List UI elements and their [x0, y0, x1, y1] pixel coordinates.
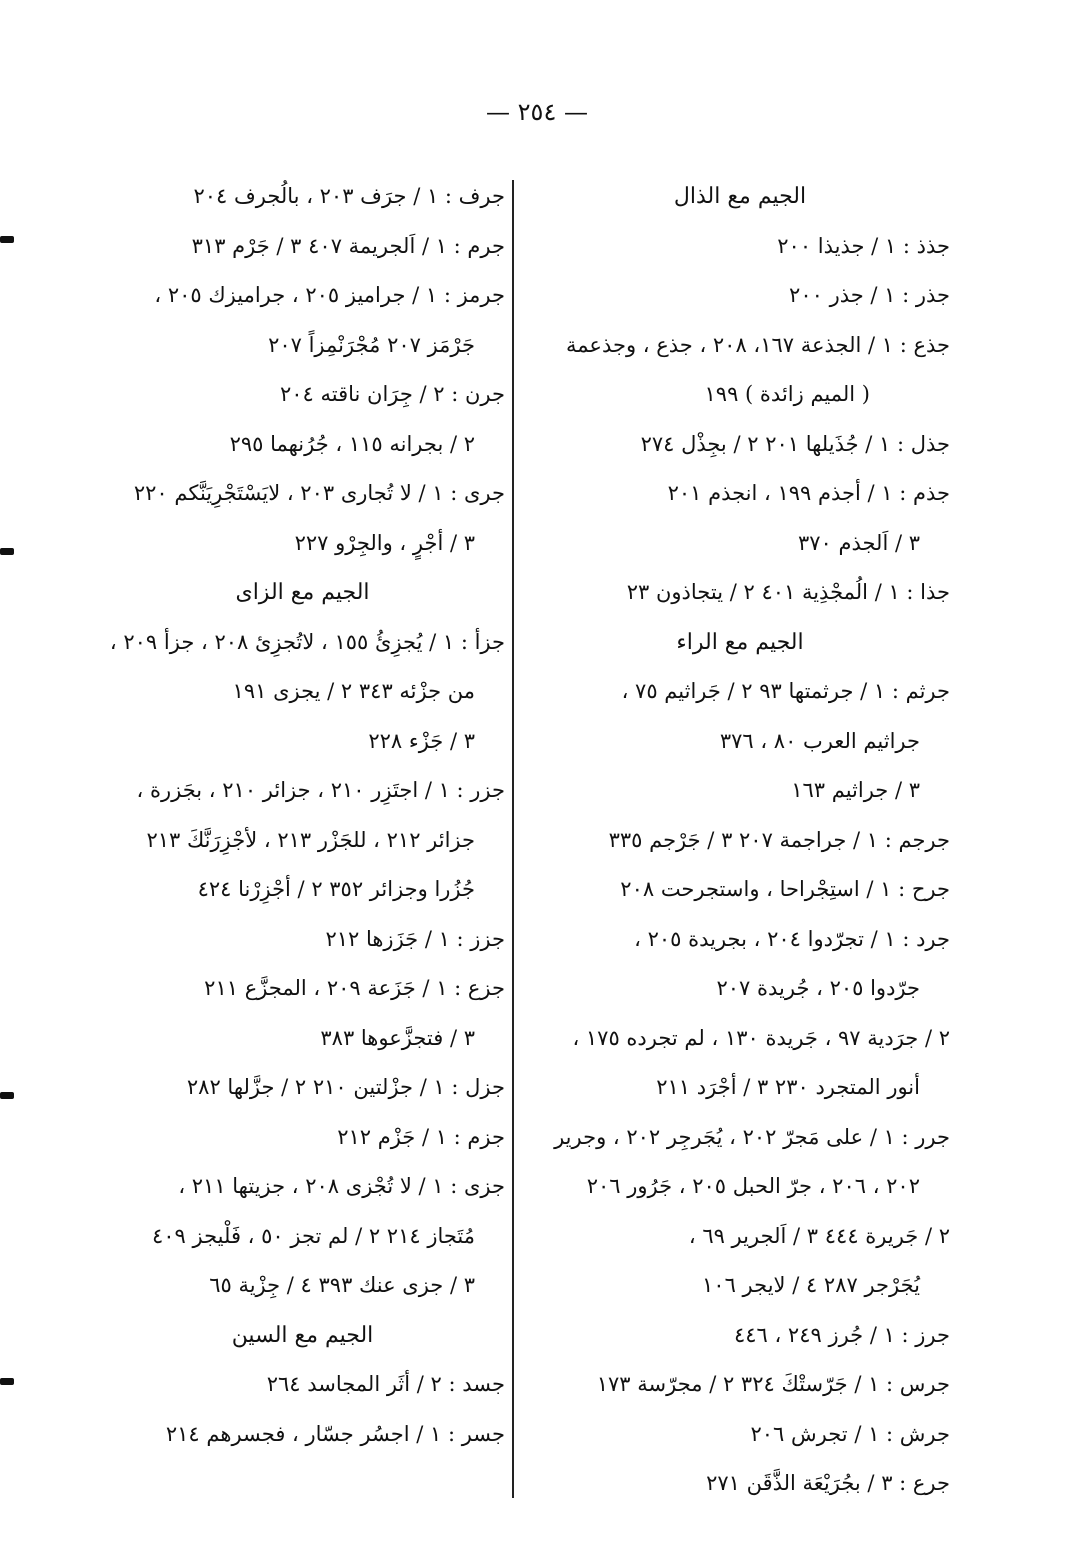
index-entry: جرم : ١ / اَلجريمة ٤٠٧ ٣ / جَرْم ٣١٣ — [191, 233, 505, 258]
index-entry: ٣ / فتجزَّعوها ٣٨٣ — [320, 1025, 475, 1050]
index-entry: جرس : ١ / جَرّستْكَ ٣٢٤ ٢ / مجرّسة ١٧٣ — [596, 1372, 950, 1396]
margin-mark — [0, 1378, 14, 1385]
index-entry: جزائر ٢١٢ ، للجَزْر ٢١٣ ، لأجْزِرَنَّكَ ٢١٣ — [146, 827, 475, 852]
index-entry: جرن : ٢ / جِرَان ناقته ٢٠٤ — [279, 382, 505, 406]
index-entry: جرثم : ١ / جرثمتها ٩٣ ٢ / جَراثيم ٧٥ ، — [621, 679, 950, 703]
index-entry: ٣ / جزى عنك ٣٩٣ ٤ / جِزْية ٦٥ — [209, 1273, 475, 1297]
index-entry: جذر : ١ / جذر ٢٠٠ — [789, 283, 950, 307]
section-heading: الجيم مع السين — [231, 1322, 374, 1348]
index-entry: جرح : ١ / استِجْراحا ، واستجرحت ٢٠٨ — [620, 877, 950, 901]
index-entry: جذا : ١ / الُمجْذِية ٤٠١ ٢ / يتجاذون ٢٣ — [626, 580, 950, 604]
index-entry: جرد : ١ / تجرّدوا ٢٠٤ ، بجريدة ٢٠٥ ، — [634, 926, 950, 951]
index-entry: جزى : ١ / لا تُجْزى ٢٠٨ ، جزيتها ٢١١ ، — [178, 1174, 505, 1198]
page-number: — ٢٥٤ — — [486, 98, 588, 126]
index-entry: ٢٠٢ ، ٢٠٦ ، جرّ الحبل ٢٠٥ ، جَرُور ٢٠٦ — [586, 1174, 920, 1198]
index-entry: جراثيم العرب ٨٠ ، ٣٧٦ — [719, 728, 920, 753]
index-entry: جزم : ١ / جَزْم ٢١٢ — [337, 1124, 505, 1149]
index-entry: جرّدوا ٢٠٥ ، جُريدة ٢٠٧ — [716, 976, 920, 1000]
index-entry: جرجم : ١ / جراجمة ٢٠٧ ٣ / جَرْجم ٣٣٥ — [608, 827, 950, 852]
index-entry: جرف : ١ / جرَف ٢٠٣ ، بالُجرف ٢٠٤ — [193, 184, 505, 208]
index-entry: ٣ / اَلجذم ٣٧٠ — [797, 530, 920, 555]
index-entry: جزل : ١ / جزْلتين ٢١٠ ٢ / جزَّلها ٢٨٢ — [186, 1075, 505, 1099]
index-entry: ٢ / جرَدية ٩٧ ، جَريدة ١٣٠ ، لم تجرده ١٧٥ ، — [572, 1025, 950, 1050]
index-entry: جذذ : ١ / جذيذا ٢٠٠ — [777, 233, 950, 258]
index-entry: جذل : ١ / جُذَيلها ٢٠١ ٢ / بجِذْل ٢٧٤ — [640, 431, 950, 456]
index-entry: جرى : ١ / لا تُجارى ٢٠٣ ، لايَسْتَجْرِيَنَّكم ٢٢٠ — [133, 481, 505, 505]
index-entry: يُجَرْجر ٢٨٧ ٤ / لايجر ١٠٦ — [702, 1273, 920, 1297]
section-heading: الجيم مع الزاى — [235, 580, 370, 605]
index-entry: ٢ / جَريرة ٤٤٤ ٣ / اَلجرير ٦٩ ، — [688, 1223, 950, 1248]
index-entry: جرر : ١ / على مَجرّ ٢٠٢ ، يُجَرجِر ٢٠٢ ، وجرير — [554, 1124, 950, 1149]
margin-mark — [0, 548, 14, 555]
index-entry: ٣ / جَزْء ٢٢٨ — [368, 728, 475, 753]
index-entry: جسر : ١ / اجسُر جسّار ، فجسرهم ٢١٤ — [165, 1421, 505, 1446]
right-column — [530, 172, 950, 1509]
section-heading: الجيم مع الذال — [673, 184, 807, 209]
index-entry: ٣ / أجْرٍ ، والجِرْو ٢٢٧ — [294, 530, 475, 555]
index-entry: جذم : ١ / أجذم ١٩٩ ، انجذم ٢٠١ — [667, 481, 950, 505]
index-entry: جُزُرا وجزائر ٣٥٢ ٢ / أجْزِرْنا ٤٢٤ — [197, 877, 475, 901]
section-heading: الجيم مع الراء — [676, 629, 804, 655]
index-entry: من جزْئه ٣٤٣ ٢ / يجزى ١٩١ — [232, 679, 475, 703]
index-entry: أنور المتجرد ٢٣٠ ٣ / أجْرَد ٢١١ — [656, 1075, 920, 1099]
index-entry: جزر : ١ / اجتَزِر ٢١٠ ، جزائر ٢١٠ ، بجَزرة ، — [136, 778, 505, 802]
index-entry: جزأ : ١ / يُجزِئُ ١٥٥ ، لاتُجزِئ ٢٠٨ ، جزأ ٢٠٩ ، — [109, 629, 505, 654]
index-entry: ٣ / جراثيم ١٦٣ — [791, 778, 920, 802]
margin-mark — [0, 1092, 14, 1099]
index-entry: ( الميم زائدة ) ١٩٩ — [704, 382, 870, 406]
index-entry: جرع : ٣ / بجُرَيْعَة الذَّقَن ٢٧١ — [706, 1471, 950, 1495]
index-entry: جزز : ١ / جَزَزها ٢١٢ — [325, 926, 505, 951]
index-entry: مُتَجاز ٢١٤ ٢ / لم تجز ٥٠ ، فَلْيجز ٤٠٩ — [152, 1223, 475, 1248]
index-entry: جَرْمَز ٢٠٧ مُجْرَنْمِزاً ٢٠٧ — [268, 332, 475, 357]
index-entry: جذع : ١ / الجذعة ١٦٧، ٢٠٨ ، جذع ، وجذعمة — [566, 332, 950, 357]
index-entry: جزع : ١ / جَزَعة ٢٠٩ ، المجزَّع ٢١١ — [204, 976, 505, 1000]
index-entry: ٢ / بجرانه ١١٥ ، جُرُنهما ٢٩٥ — [229, 431, 475, 456]
left-column — [100, 172, 505, 1459]
index-entry: جرمز : ١ / جراميز ٢٠٥ ، جراميزك ٢٠٥ ، — [154, 283, 505, 307]
index-entry: جرز : ١ / جُرز ٢٤٩ ، ٤٤٦ — [733, 1322, 950, 1347]
column-divider — [512, 180, 514, 1498]
margin-mark — [0, 236, 14, 243]
index-entry: جرش : ١ / تجرش ٢٠٦ — [750, 1421, 950, 1446]
index-entry: جسد : ٢ / أثَر المجاسد ٢٦٤ — [266, 1372, 505, 1396]
